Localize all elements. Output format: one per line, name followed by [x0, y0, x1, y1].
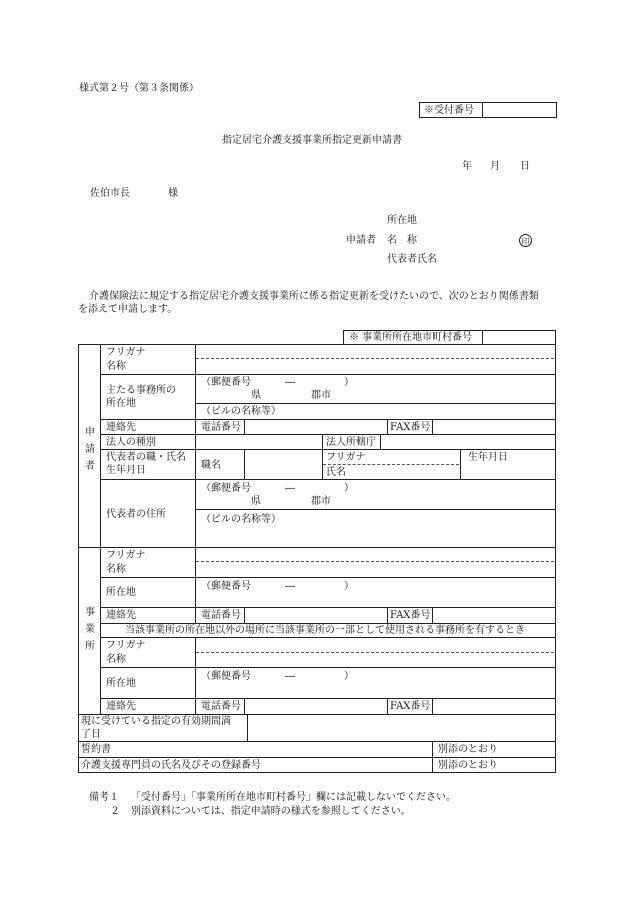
rep-building-name-label: （ビルの名称等）: [201, 514, 281, 525]
prefecture-label: 県: [251, 390, 261, 401]
applicant-fax-label: FAX番号: [390, 422, 431, 433]
date-year: 年: [462, 161, 472, 172]
applicant-name-label: 名 称: [387, 235, 417, 246]
municipal-number-label: ※ 事業所所在地市町村番号: [349, 332, 473, 343]
care-manager-label: 介護支援専門員の氏名及びその登録番号: [81, 760, 261, 771]
sub-office-name-label: 名称: [106, 654, 126, 665]
applicant-furigana-label: フリガナ: [106, 347, 146, 358]
corporation-type-label: 法人の種別: [106, 437, 156, 448]
corporation-authority-label: 法人所轄庁: [326, 437, 376, 448]
office-furigana-label: フリガナ: [106, 550, 146, 561]
sub-office-fax-label: FAX番号: [390, 701, 431, 712]
applicant-contact-label: 連絡先: [106, 422, 136, 433]
pledge-label: 誓約書: [81, 744, 111, 755]
sub-office-contact-label: 連絡先: [106, 701, 136, 712]
validity-period-label-1: 現に受けている指定の有効期間満: [81, 716, 231, 727]
city-label: 郡市: [311, 390, 331, 401]
seal-mark: 印: [519, 234, 532, 247]
validity-period-label-2: 了日: [81, 729, 101, 740]
birthdate-label: 生年月日: [468, 452, 508, 463]
position-label: 職名: [201, 460, 221, 471]
form-number: 様式第２号（第３条関係）: [79, 83, 199, 94]
postal-dash: ―: [285, 377, 295, 388]
applicant-address-label: 所在地: [387, 215, 417, 226]
applicant-phone-label: 電話番号: [201, 422, 241, 433]
intro-text-line1: 介護保険法に規定する指定居宅介護支援事業所に係る指定更新を受けたいので、次のとおり関係書類: [89, 291, 539, 302]
representative-label: 代表者氏名: [387, 254, 437, 265]
addressee-name: 佐伯市長: [90, 188, 130, 199]
applicant-label: 申請者: [346, 235, 376, 246]
office-name-label: 名称: [106, 564, 126, 575]
representative-title-name-label: 代表者の職・氏名: [106, 452, 186, 463]
note2-label: ２: [110, 806, 120, 817]
intro-text-line2: を添えて申請します。: [78, 304, 178, 315]
care-manager-value: 別添のとおり: [438, 760, 498, 771]
sub-office-furigana-label: フリガナ: [106, 640, 146, 651]
office-address-label: 所在地: [106, 587, 136, 598]
building-name-label: （ビルの名称等）: [201, 406, 281, 417]
office-fax-label: FAX番号: [390, 610, 431, 621]
rep-prefecture-label: 県: [251, 496, 261, 507]
postal-code-label: （郵便番号: [201, 377, 251, 388]
sub-office-postal-code-label: （郵便番号: [201, 671, 251, 682]
receipt-number-label: ※受付番号: [424, 105, 474, 116]
representative-furigana-label: フリガナ: [326, 452, 366, 463]
rep-postal-close: ）: [344, 483, 354, 494]
main-office-address-label-1: 主たる事務所の: [106, 385, 176, 396]
sub-office-address-label: 所在地: [106, 678, 136, 689]
applicant-name-label: 名称: [106, 361, 126, 372]
sub-office-postal-close: ）: [344, 671, 354, 682]
representative-birth-label: 生年月日: [106, 465, 146, 476]
addressee-honorific: 様: [168, 188, 178, 199]
representative-address-label: 代表者の住所: [106, 509, 166, 520]
note2-text: 別添資料については、指定申請時の様式を参照してください。: [131, 806, 411, 817]
rep-postal-code-label: （郵便番号: [201, 483, 251, 494]
sub-office-phone-label: 電話番号: [201, 701, 241, 712]
application-table: [78, 344, 556, 773]
document-title: 指定居宅介護支援事業所指定更新申請書: [222, 135, 402, 146]
rep-city-label: 郡市: [311, 496, 331, 507]
note1-text: 「受付番号」「事業所所在地市町村番号」欄には記載しないでください。: [131, 792, 456, 803]
main-office-address-label-2: 所在地: [106, 398, 136, 409]
office-contact-label: 連絡先: [106, 610, 136, 621]
office-section-label: 事 業 所: [85, 607, 95, 652]
office-postal-close: ）: [344, 581, 354, 592]
representative-name-label: 氏名: [326, 467, 346, 478]
other-office-note: 当該事業所の所在地以外の場所に当該事業所の一部として使用される事務所を有するとき: [125, 625, 525, 636]
date-month: 月: [490, 161, 500, 172]
pledge-value: 別添のとおり: [438, 744, 498, 755]
note1-label: 備考１: [89, 792, 119, 803]
rep-postal-dash: ―: [285, 483, 295, 494]
office-phone-label: 電話番号: [201, 610, 241, 621]
sub-office-postal-dash: ―: [285, 671, 295, 682]
date-day: 日: [520, 161, 530, 172]
applicant-section-label: 申 請 者: [85, 427, 95, 472]
postal-close: ）: [344, 377, 354, 388]
office-postal-code-label: （郵便番号: [201, 581, 251, 592]
office-postal-dash: ―: [285, 581, 295, 592]
